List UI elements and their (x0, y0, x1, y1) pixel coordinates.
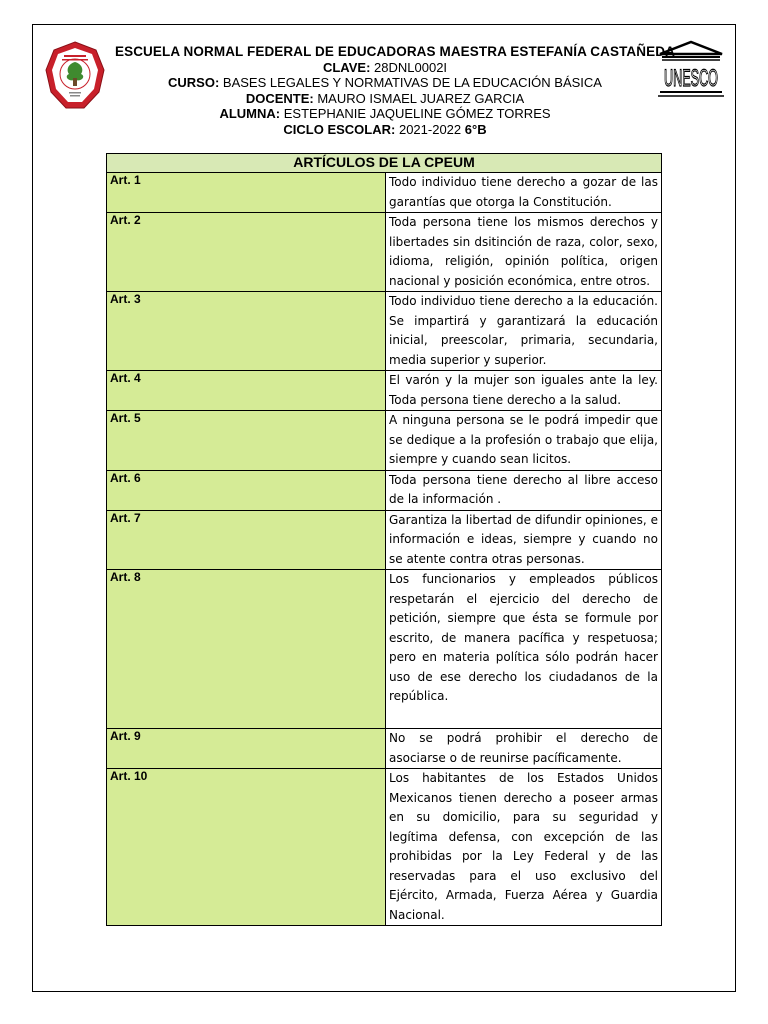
article-description (386, 729, 662, 769)
table-row (107, 292, 662, 371)
article-description (386, 371, 662, 411)
article-number: Art. 10 (107, 769, 386, 926)
table-row (107, 371, 662, 411)
article-description (386, 470, 662, 510)
table-row (107, 411, 662, 471)
table-row (107, 213, 662, 292)
table-row (107, 470, 662, 510)
article-description-text: El varón y la mujer son iguales ante la ley. Toda persona tiene derecho a la salud. (389, 373, 658, 407)
article-description (386, 769, 662, 926)
article-number: Art. 3 (107, 292, 386, 371)
article-number: Art. 6 (107, 470, 386, 510)
table-row (107, 570, 662, 729)
article-number: Art. 2 (107, 213, 386, 292)
alumna-value: ESTEPHANIE JAQUELINE GÓMEZ TORRES (283, 106, 551, 121)
article-description-text: No se podrá prohibir el derecho de asociarse o de reunirse pacíficamente. (389, 731, 658, 765)
table-body (107, 173, 662, 926)
grupo-value: 6°B (464, 121, 487, 137)
ciclo-label: CICLO ESCOLAR: (283, 121, 396, 137)
alumna-line (115, 106, 655, 122)
article-description-text: Los habitantes de los Estados Unidos Mexicanos tienen derecho a poseer armas en su domicilio, para su seguridad y legítima defensa, con excepción de las prohibidas por la Ley Federal y de las reservadas para el uso exclusivo del Ejército, Armada, Fuerza Aérea y Guardia Nacional. (389, 771, 658, 922)
table-row (107, 729, 662, 769)
alumna-label: ALUMNA: (219, 106, 281, 121)
clave-value: 28DNL0002I (374, 59, 448, 75)
table-row (107, 173, 662, 213)
article-description (386, 411, 662, 471)
article-description (386, 292, 662, 371)
article-description-text: Todo individuo tiene derecho a gozar de las garantías que otorga la Constitución. (389, 175, 658, 209)
article-description (386, 570, 662, 729)
school-name: ESCUELA NORMAL FEDERAL DE EDUCADORAS MAESTRA ESTEFANÍA CASTAÑEDA (115, 44, 675, 59)
school-seal-logo (44, 40, 106, 112)
article-number: Art. 5 (107, 411, 386, 471)
curso-line (115, 75, 655, 91)
article-number: Art. 1 (107, 173, 386, 213)
curso-value: BASES LEGALES Y NORMATIVAS DE LA EDUCACIÓN BÁSICA (222, 75, 602, 90)
article-description (386, 510, 662, 570)
article-description (386, 213, 662, 292)
docente-value: MAURO ISMAEL JUAREZ GARCIA (317, 90, 525, 106)
table-row (107, 510, 662, 570)
unesco-logo-text: UNESCO (664, 65, 718, 92)
article-number: Art. 4 (107, 371, 386, 411)
document-header (115, 44, 675, 137)
article-number: Art. 9 (107, 729, 386, 769)
article-description (386, 173, 662, 213)
article-number: Art. 7 (107, 510, 386, 570)
clave-label: CLAVE: (322, 59, 371, 75)
article-description-text: Todo individuo tiene derecho a la educación. Se impartirá y garantizará la educación inicial, preescolar, primaria, secundaria, media superior y superior. (389, 294, 658, 367)
article-description-text: Toda persona tiene los mismos derechos y libertades sin dsitinción de raza, color, sexo, idioma, religión, opinión política, origen nacional y posición económica, entre otros. (389, 215, 658, 288)
docente-label: DOCENTE: (245, 90, 314, 106)
article-description-text: Toda persona tiene derecho al libre acceso de la información . (389, 472, 658, 506)
article-description-text: Los funcionarios y empleados públicos respetarán el ejercicio del derecho de petición, siempre que ésta se formule por escrito, de manera pacífica y respetuosa; pero en materia política sólo podrán hacer uso de ese derecho los ciudadanos de la república. (389, 572, 658, 703)
table-header-row (107, 154, 662, 173)
ciclo-value: 2021-2022 (398, 121, 462, 137)
ciclo-line (115, 122, 655, 138)
article-description-text: Garantiza la libertad de difundir opiniones, e información e ideas, siempre y cuando no se atente contra otras personas. (389, 512, 658, 566)
articles-table (106, 153, 662, 926)
curso-label: CURSO: (168, 75, 220, 90)
article-number: Art. 8 (107, 570, 386, 729)
clave-line (115, 60, 655, 76)
article-description-text: A ninguna persona se le podrá impedir que se dedique a la profesión o trabajo que elija, siempre y cuando sean licitos. (389, 413, 658, 466)
docente-line (115, 91, 655, 107)
table-title: ARTÍCULOS DE LA CPEUM (107, 154, 662, 173)
table-row (107, 769, 662, 926)
